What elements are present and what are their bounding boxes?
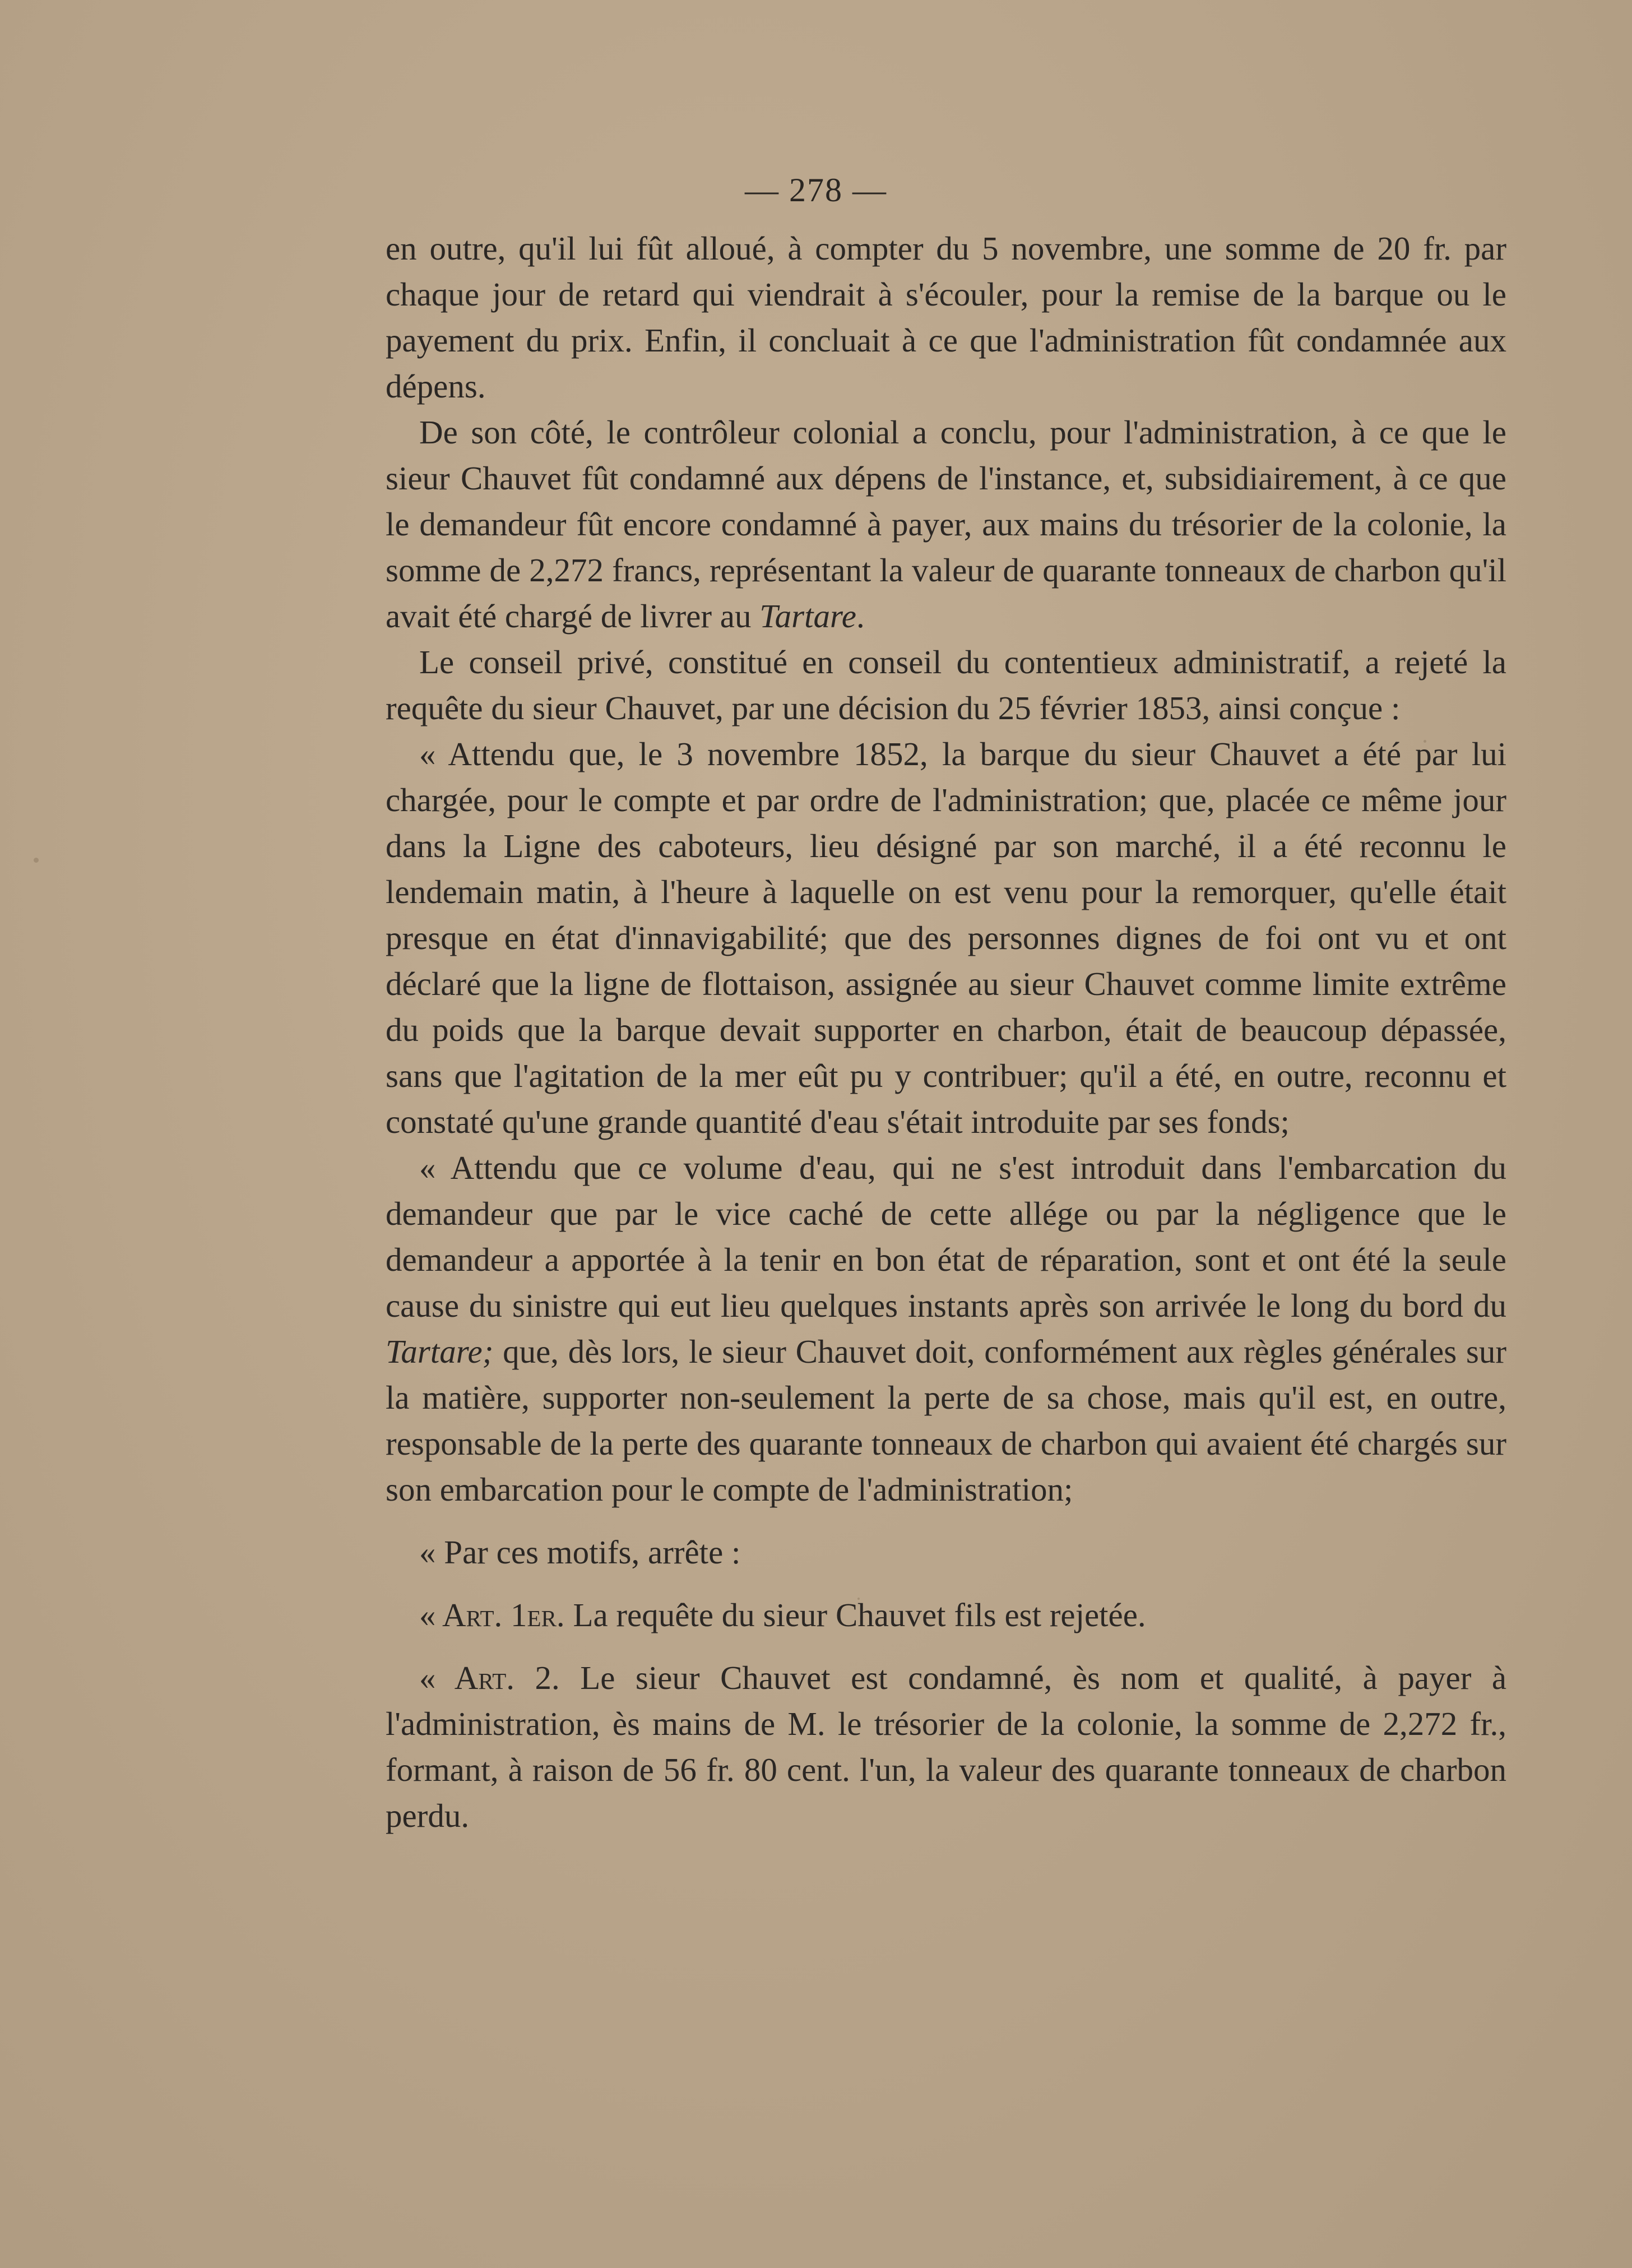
ship-name: Tartare xyxy=(759,598,856,635)
paragraph-text: De son côté, le contrôleur colonial a conclu, pour l'administration, à ce que le sieur Chauvet fût condamné aux dépens de l'instance, et, subsidiairement, à ce que le demandeur fût encore condamné à payer, aux mains du trésorier de la colonie, la somme de 2,272 francs, représentant la valeur de quarante tonneaux de charbon qu'il avait été chargé de livrer au xyxy=(386,414,1506,635)
paragraph-text: La requête du sieur Chauvet fils est rejetée. xyxy=(564,1596,1146,1633)
paragraph-continuation xyxy=(386,225,1506,409)
paragraph-article-1 xyxy=(386,1592,1506,1638)
paragraph-text-end: que, dès lors, le sieur Chauvet doit, conformément aux règles générales sur la matière, supporter non-seulement la perte de sa chose, mais qu'il est, en outre, responsable de la perte des quarante tonneaux de charbon qui avaient été chargés sur son embarcation pour le compte de l'administration; xyxy=(386,1333,1506,1508)
paragraph-attendu-2 xyxy=(386,1145,1506,1512)
paragraph-text: en outre, qu'il lui fût alloué, à compter du 5 novembre, une somme de 20 fr. par chaque jour de retard qui viendrait à s'écouler, pour la remise de la barque ou le payement du prix. Enfin, il concluait à ce que l'administration fût condamnée aux dépens. xyxy=(386,230,1506,405)
article-label: « Art. 1er. xyxy=(419,1596,565,1633)
paragraph-controleur xyxy=(386,409,1506,639)
page-number: — 278 — xyxy=(745,172,887,209)
paragraph-motifs xyxy=(386,1529,1506,1575)
paragraph-attendu-1 xyxy=(386,731,1506,1145)
paragraph-article-2 xyxy=(386,1655,1506,1839)
paragraph-text: Le conseil privé, constitué en conseil du contentieux administratif, a rejeté la requête du sieur Chauvet, par une décision du 25 février 1853, ainsi conçue : xyxy=(386,644,1506,726)
paragraph-conseil xyxy=(386,639,1506,731)
ship-name: Tartare; xyxy=(386,1333,494,1370)
paper-speck xyxy=(34,858,39,863)
paragraph-text: « Attendu que ce volume d'eau, qui ne s'est introduit dans l'embarcation du demandeur que par le vice caché de cette allége ou par la négligence que le demandeur a apportée à la tenir en bon état de réparation, sont et ont été la seule cause du sinistre qui eut lieu quelques instants après son arrivée le long du bord du xyxy=(386,1149,1506,1324)
body-text xyxy=(386,225,1506,1839)
paragraph-text: « Attendu que, le 3 novembre 1852, la barque du sieur Chauvet a été par lui chargée, pour le compte et par ordre de l'administration; que, placée ce même jour dans la Ligne des caboteurs, lieu désigné par son marché, il a été reconnu le lendemain matin, à l'heure à laquelle on est venu pour la remorquer, qu'elle était presque en état d'innavigabilité; que des personnes dignes de foi ont vu et ont déclaré que la ligne de flottaison, assignée au sieur Chauvet comme limite extrême du poids que la barque devait supporter en charbon, était de beaucoup dépassée, sans que l'agitation de la mer eût pu y contribuer; qu'il a été, en outre, reconnu et constaté qu'une grande quantité d'eau s'était introduite par ses fonds; xyxy=(386,735,1506,1140)
paragraph-text: « Par ces motifs, arrête : xyxy=(419,1534,741,1571)
paragraph-text: Le sieur Chauvet est condamné, ès nom et qualité, à payer à l'administration, ès mains de M. le trésorier de la colonie, la somme de 2,272 fr., formant, à raison de 56 fr. 80 cent. l'un, la valeur des quarante tonneaux de charbon perdu. xyxy=(386,1659,1507,1834)
article-label: « Art. 2. xyxy=(419,1659,560,1696)
paragraph-text-end: . xyxy=(856,598,865,635)
